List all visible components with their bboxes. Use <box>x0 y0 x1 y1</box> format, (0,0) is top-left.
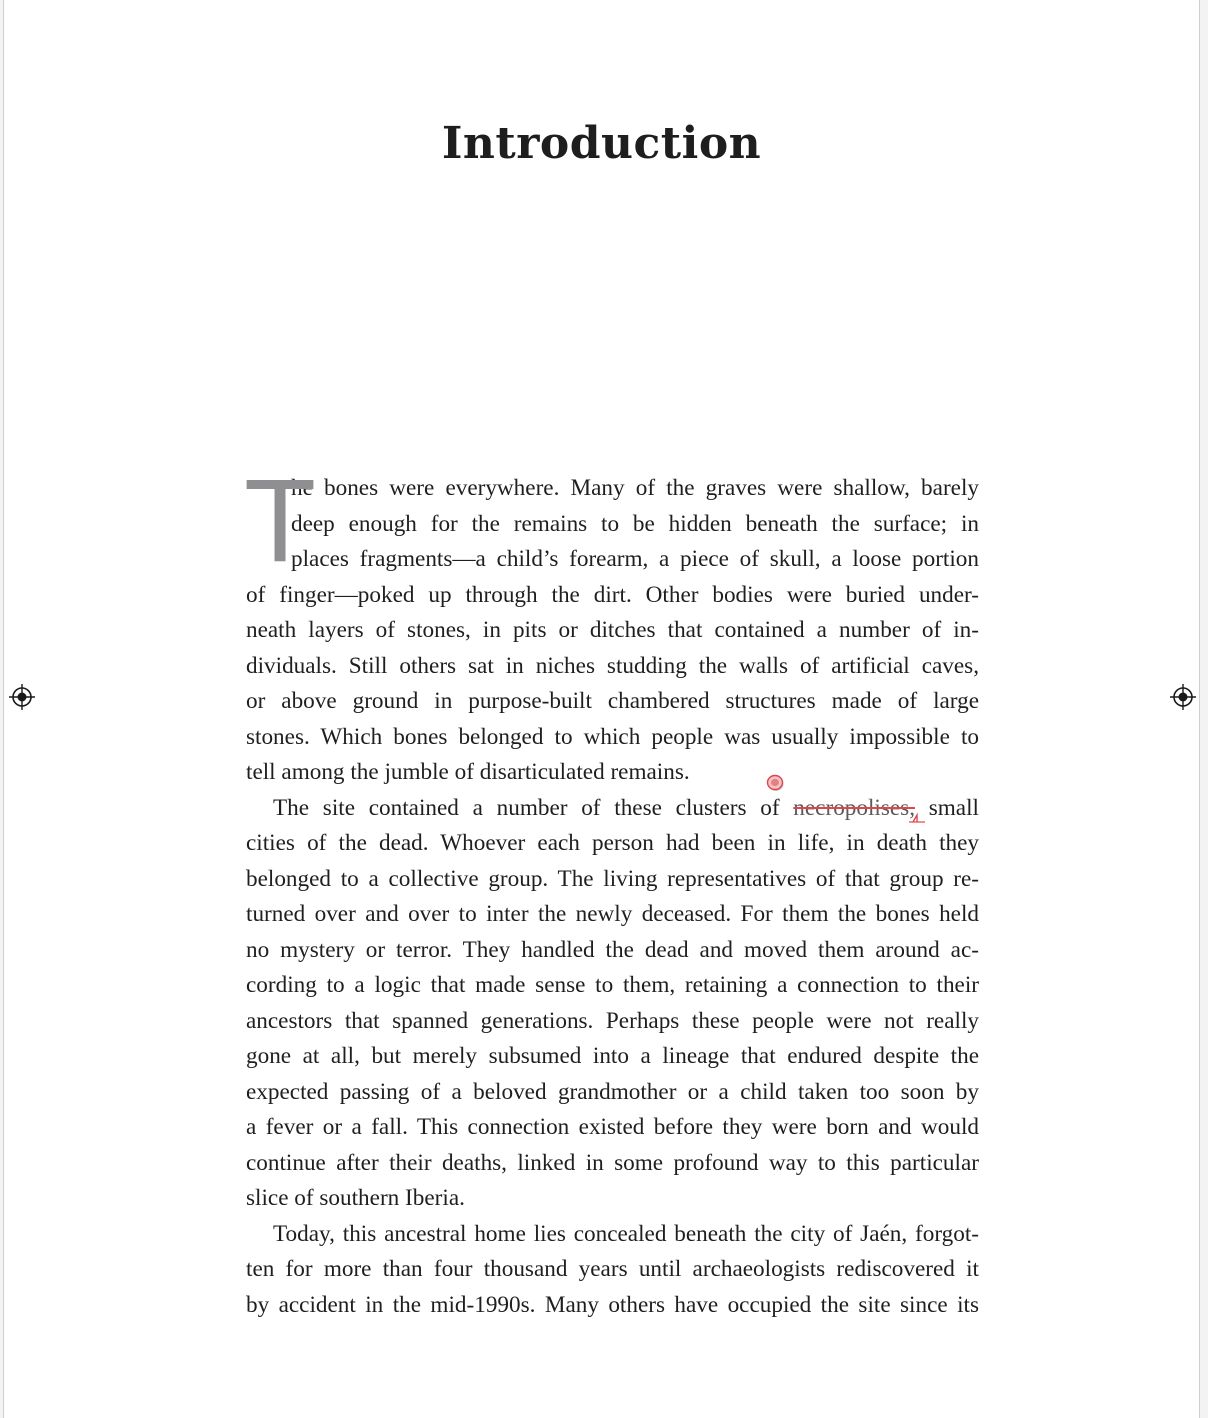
text-line: or above ground in purpose-built chambered structures made of large <box>246 688 979 714</box>
text-run: The site contained a number of these clusters of <box>273 794 794 821</box>
crosshair-target-icon[interactable] <box>1170 684 1196 710</box>
text-line: cording to a logic that made sense to them, retaining a connection to their <box>246 972 979 998</box>
text-line: slice of southern Iberia. <box>246 1185 465 1211</box>
text-line: dividuals. Still others sat in niches studding the walls of artificial caves, <box>246 652 979 679</box>
text-line: places fragments—a child’s forearm, a piece of skull, a loose portion <box>291 546 979 572</box>
drop-cap: T <box>244 455 317 587</box>
text-line: a fever or a fall. This connection existed before they were born and would <box>246 1114 979 1140</box>
document-page <box>3 0 1200 1418</box>
text-line: ten for more than four thousand years until archaeologists rediscovered it <box>246 1256 979 1282</box>
deleted-text[interactable]: necropolises, <box>793 794 915 821</box>
text-run: small <box>915 794 979 821</box>
text-line: turned over and over to inter the newly deceased. For them the bones held <box>246 901 979 927</box>
text-line: no mystery or terror. They handled the dead and moved them around ac- <box>246 936 979 963</box>
text-line: ancestors that spanned generations. Perhaps these people were not really <box>246 1007 979 1034</box>
text-line-with-markup <box>246 791 979 827</box>
crosshair-target-icon[interactable] <box>9 684 35 710</box>
text-line: of finger—poked up through the dirt. Other bodies were buried under- <box>246 581 979 608</box>
text-line: gone at all, but merely subsumed into a lineage that endured despite the <box>246 1043 979 1069</box>
text-line: deep enough for the remains to be hidden beneath the surface; in <box>291 510 979 537</box>
body-text <box>244 455 979 1323</box>
text-line: he bones were everywhere. Many of the graves were shallow, barely <box>291 475 979 501</box>
insertion-caret-icon[interactable] <box>908 811 926 823</box>
text-line: continue after their deaths, linked in some profound way to this particular <box>246 1149 979 1176</box>
text-line: stones. Which bones belonged to which people was usually impossible to <box>246 723 979 750</box>
page-title: Introduction <box>441 118 762 169</box>
text-line: neath layers of stones, in pits or ditches that contained a number of in- <box>246 617 979 643</box>
text-line: tell among the jumble of disarticulated remains. <box>246 759 690 785</box>
text-line: belonged to a collective group. The living representatives of that group re- <box>246 865 979 892</box>
text-line: by accident in the mid-1990s. Many others have occupied the site since its <box>246 1291 979 1318</box>
text-line: cities of the dead. Whoever each person had been in life, in death they <box>246 830 979 856</box>
text-line: Today, this ancestral home lies concealed beneath the city of Jaén, forgot- <box>273 1220 979 1247</box>
text-line: expected passing of a beloved grandmother or a child taken too soon by <box>246 1078 979 1105</box>
comment-bubble-icon[interactable] <box>766 774 784 792</box>
